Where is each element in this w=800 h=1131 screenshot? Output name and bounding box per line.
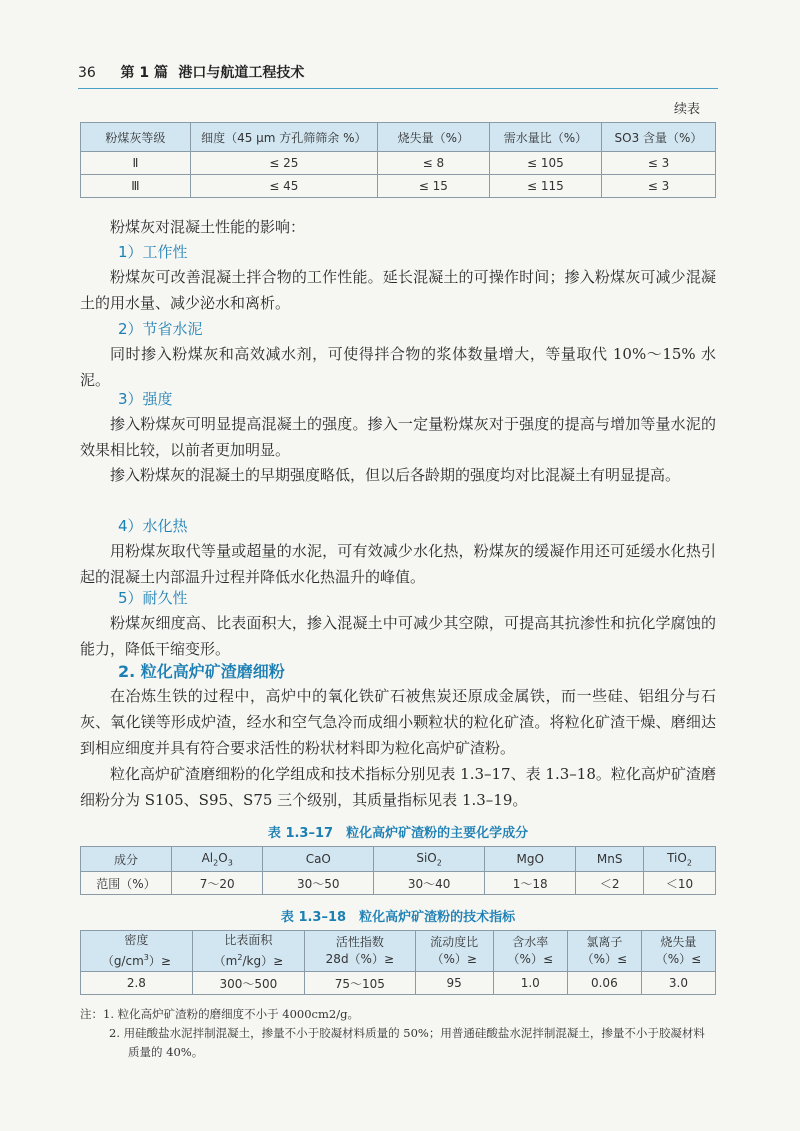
header-rule: [78, 88, 718, 89]
part-label: 第 1 篇: [120, 65, 168, 81]
table-header-row: [81, 123, 716, 152]
table-caption: 表 1.3–18 粒化高炉矿渣粉的技术指标: [280, 910, 516, 925]
table-cell: 范围（%）: [81, 872, 172, 895]
table-cell: 95: [415, 972, 493, 995]
table-row: [81, 872, 716, 895]
table-header-cell: 烧失量 （%）≤: [641, 931, 715, 972]
table-header-cell: 成分: [81, 847, 172, 872]
table-cell: ≤ 3: [601, 152, 715, 175]
table-header-cell: 需水量比（%）: [489, 123, 601, 152]
table-row: [81, 972, 716, 995]
table-cell: ≤ 8: [377, 152, 489, 175]
intro-text: 粉煤灰对混凝土性能的影响：: [110, 218, 306, 236]
section-heading: 3）强度: [118, 390, 173, 408]
table-cell: ≤ 45: [190, 175, 377, 198]
table-cell: ＜10: [644, 872, 716, 895]
body-paragraph: 粉煤灰细度高、比表面积大，掺入混凝土中可减少其空隙，可提高其抗渗性和抗化学腐蚀的能力，降低干缩变形。: [80, 614, 716, 658]
note-2: 2. 用硅酸盐水泥拌制混凝土，掺量不小于胶凝材料质量的 50%；用普通硅酸盐水泥拌制混凝土，掺量不小于胶凝材料质量的 40%。: [109, 1026, 705, 1059]
table-header-cell: 含水率 （%）≤: [493, 931, 567, 972]
table-header-cell: 氯离子 （%）≤: [567, 931, 641, 972]
table-cell: 0.06: [567, 972, 641, 995]
table-header-row: [81, 847, 716, 872]
table-cell: 1～18: [485, 872, 576, 895]
part-title: 港口与航道工程技术: [178, 65, 305, 81]
table-header-cell: 密度 $(g/cm^3)\ge$: [81, 931, 193, 972]
body-paragraph: 用粉煤灰取代等量或超量的水泥，可有效减少水化热，粉煤灰的缓凝作用还可延缓水化热引起的混凝土内部温升过程并降低水化热温升的峰值。: [80, 542, 716, 586]
section-heading: 5）耐久性: [118, 589, 188, 607]
section-title: 2. 粒化高炉矿渣磨细粉: [118, 662, 285, 681]
table-cell: ≤ 115: [489, 175, 601, 198]
table-header-cell: MnS: [576, 847, 644, 872]
body-paragraph: 同时掺入粉煤灰和高效减水剂，可使得拌合物的浆体数量增大，等量取代 10%～15% 水泥。: [80, 345, 716, 389]
table-cell: ＜2: [576, 872, 644, 895]
table-cell: 1.0: [493, 972, 567, 995]
note-1: 注：1. 粒化高炉矿渣粉的磨细度不小于 4000cm2/g。: [80, 1007, 359, 1021]
table-cell: ≤ 105: [489, 152, 601, 175]
table-cell: Ⅱ: [81, 152, 191, 175]
table-header-cell: $Al_2O_3$: [172, 847, 263, 872]
table-header-cell: 流动度比 （%）≥: [415, 931, 493, 972]
running-header: [78, 62, 718, 84]
slag-spec-table: [80, 930, 716, 995]
section-heading: 1）工作性: [118, 243, 188, 261]
table-header-cell: SO3 含量（%）: [601, 123, 715, 152]
table-cell: 300～500: [192, 972, 304, 995]
table-cell: ≤ 25: [190, 152, 377, 175]
body-paragraph: 粒化高炉矿渣磨细粉的化学组成和技术指标分别见表 1.3–17、表 1.3–18。粒化高炉矿渣磨细粉分为 S105、S95、S75 三个级别，其质量指标见表 1.3–19。: [80, 765, 716, 809]
table-header-cell: TiO$_2$: [644, 847, 716, 872]
table-notes: [80, 1005, 716, 1062]
page-number: 36: [78, 65, 96, 81]
table-row: [81, 152, 716, 175]
table-header-cell: 细度（45 μm 方孔筛筛余 %）: [190, 123, 377, 152]
table-cell: 3.0: [641, 972, 715, 995]
table-cell: Ⅲ: [81, 175, 191, 198]
table-cell: ≤ 3: [601, 175, 715, 198]
table-cell: 30～50: [263, 872, 374, 895]
table-caption: 表 1.3–17 粒化高炉矿渣粉的主要化学成分: [267, 826, 529, 841]
table-header-cell: SiO$_2$: [374, 847, 485, 872]
table-cell: 75～105: [305, 972, 416, 995]
body-paragraph: 掺入粉煤灰的混凝土的早期强度略低，但以后各龄期的强度均对比混凝土有明显提高。: [110, 466, 681, 484]
table-cell: 2.8: [81, 972, 193, 995]
continued-label: 续表: [673, 102, 700, 117]
table-cell: 7～20: [172, 872, 263, 895]
table-header-cell: 粉煤灰等级: [81, 123, 191, 152]
table-header-cell: 烧失量（%）: [377, 123, 489, 152]
table-header-cell: 活性指数 28d（%）≥: [305, 931, 416, 972]
table-header-cell: MgO: [485, 847, 576, 872]
body-paragraph: 掺入粉煤灰可明显提高混凝土的强度。掺入一定量粉煤灰对于强度的提高与增加等量水泥的效果相比较，以前者更加明显。: [80, 415, 716, 459]
table-header-cell: 比表面积 $(m^2/kg)\ge$: [192, 931, 304, 972]
section-heading: 4）水化热: [118, 517, 188, 535]
table-header-row: [81, 931, 716, 972]
slag-composition-table: [80, 846, 716, 895]
table-row: [81, 175, 716, 198]
table-header-cell: CaO: [263, 847, 374, 872]
fly-ash-table: [80, 122, 716, 198]
table-cell: ≤ 15: [377, 175, 489, 198]
body-paragraph: 在冶炼生铁的过程中，高炉中的氧化铁矿石被焦炭还原成金属铁，而一些硅、铝组分与石灰、氧化镁等形成炉渣，经水和空气急冷而成细小颗粒状的粒化矿渣。将粒化矿渣干燥、磨细达到相应细度并具有符合要求活性的粉状材料即为粒化高炉矿渣粉。: [80, 687, 716, 757]
section-heading: 2）节省水泥: [118, 320, 203, 338]
table-cell: 30～40: [374, 872, 485, 895]
body-paragraph: 粉煤灰可改善混凝土拌合物的工作性能。延长混凝土的可操作时间；掺入粉煤灰可减少混凝土的用水量、减少泌水和离析。: [80, 268, 716, 312]
